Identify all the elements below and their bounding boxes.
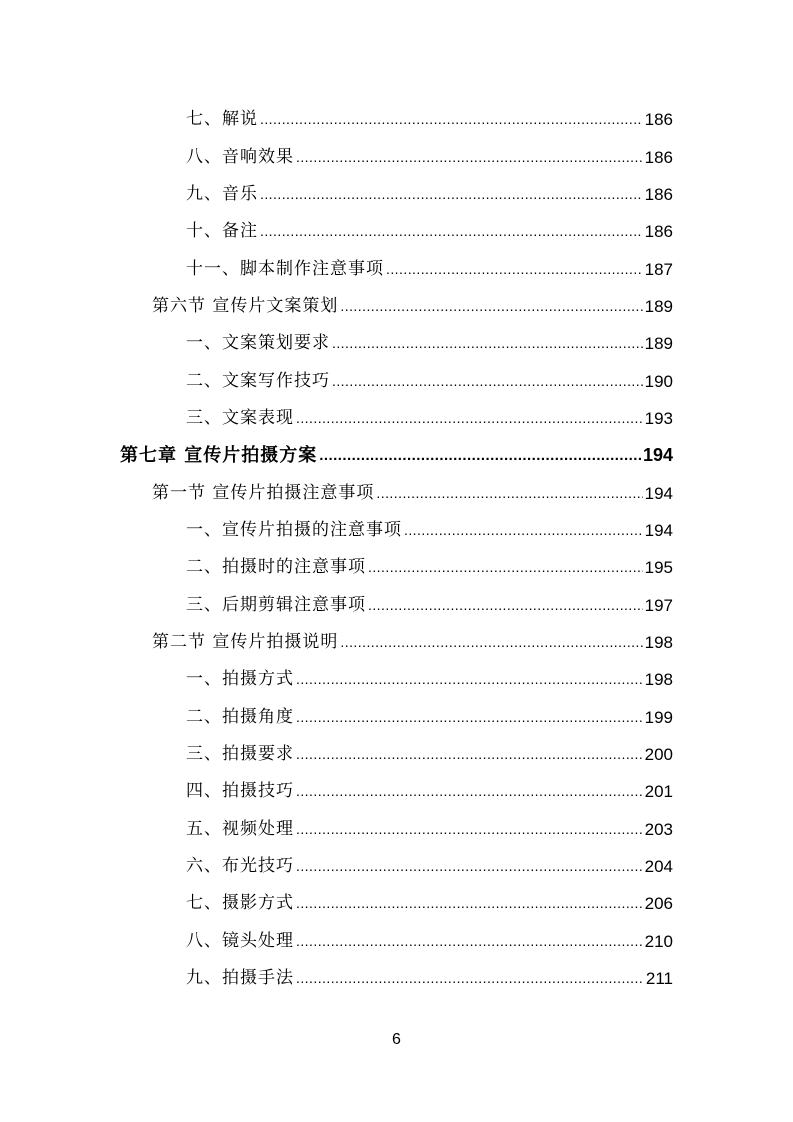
toc-entry-title: 一、文案策划要求 [186,333,330,354]
toc-dot-leader [296,885,643,922]
toc-subsection-entry[interactable] [0,101,793,138]
toc-entry-page-number: 186 [644,222,673,242]
toc-entry-title: 九、拍摄手法 [186,968,294,989]
toc-entry-title: 六、布光技巧 [186,856,294,877]
toc-entry-title: 二、拍摄角度 [186,706,294,727]
toc-subsection-entry[interactable] [0,400,793,437]
toc-entry-title: 三、文案表现 [186,407,294,428]
toc-entry-title: 第六节 宣传片文案策划 [152,295,339,316]
toc-entry-title: 第一节 宣传片拍摄注意事项 [152,482,375,503]
toc-dot-leader [296,773,643,810]
toc-entry-page-number: 186 [644,147,673,167]
toc-subsection-entry[interactable] [0,960,793,997]
toc-subsection-entry[interactable] [0,176,793,213]
toc-dot-leader [296,811,643,848]
toc-section-entry[interactable] [0,474,793,511]
table-of-contents [0,101,793,997]
toc-entry-title: 第二节 宣传片拍摄说明 [152,631,339,652]
toc-dot-leader [376,475,642,512]
toc-dot-leader [340,288,642,325]
toc-dot-leader [260,101,643,138]
toc-section-entry[interactable] [0,624,793,661]
toc-dot-leader [386,251,643,288]
toc-dot-leader [296,736,643,773]
toc-dot-leader [404,512,643,549]
toc-entry-title: 一、宣传片拍摄的注意事项 [186,519,402,540]
toc-subsection-entry[interactable] [0,213,793,250]
toc-entry-title: 二、拍摄时的注意事项 [186,557,366,578]
toc-entry-page-number: 203 [644,819,673,839]
toc-dot-leader [260,213,643,250]
toc-entry-page-number: 201 [644,782,673,802]
toc-entry-title: 十一、脚本制作注意事项 [186,258,384,279]
toc-subsection-entry[interactable] [0,811,793,848]
toc-subsection-entry[interactable] [0,138,793,175]
toc-entry-title: 四、拍摄技巧 [186,781,294,802]
toc-entry-page-number: 206 [644,894,673,914]
toc-dot-leader [340,624,642,661]
toc-dot-leader [332,363,643,400]
toc-entry-title: 七、摄影方式 [186,893,294,914]
toc-subsection-entry[interactable] [0,549,793,586]
toc-subsection-entry[interactable] [0,885,793,922]
toc-dot-leader [332,325,643,362]
toc-subsection-entry[interactable] [0,736,793,773]
toc-entry-title: 九、音乐 [186,183,258,204]
toc-subsection-entry[interactable] [0,512,793,549]
toc-entry-page-number: 204 [644,857,673,877]
toc-entry-page-number: 200 [644,745,673,765]
toc-dot-leader [296,923,643,960]
toc-entry-title: 二、文案写作技巧 [186,370,330,391]
toc-entry-title: 十、备注 [186,221,258,242]
toc-entry-page-number: 197 [644,595,673,615]
toc-entry-page-number: 189 [644,334,673,354]
toc-section-entry[interactable] [0,288,793,325]
toc-entry-title: 三、后期剪辑注意事项 [186,594,366,615]
toc-entry-page-number: 194 [642,445,673,466]
toc-subsection-entry[interactable] [0,325,793,362]
toc-subsection-entry[interactable] [0,773,793,810]
toc-dot-leader [368,549,643,586]
toc-dot-leader [296,699,643,736]
toc-chapter-entry[interactable] [0,437,793,474]
toc-entry-title: 八、音响效果 [186,146,294,167]
toc-dot-leader [296,960,644,997]
toc-entry-page-number: 187 [644,259,673,279]
toc-dot-leader [260,176,643,213]
toc-entry-page-number: 189 [644,296,673,316]
toc-entry-page-number: 211 [645,969,673,989]
toc-subsection-entry[interactable] [0,661,793,698]
toc-entry-page-number: 198 [644,670,673,690]
toc-dot-leader [368,587,643,624]
toc-dot-leader [296,400,643,437]
toc-entry-page-number: 198 [644,632,673,652]
toc-entry-page-number: 210 [644,931,673,951]
toc-entry-title: 第七章 宣传片拍摄方案 [120,445,318,467]
toc-subsection-entry[interactable] [0,586,793,623]
toc-entry-title: 一、拍摄方式 [186,669,294,690]
toc-entry-title: 八、镜头处理 [186,930,294,951]
toc-entry-page-number: 199 [644,707,673,727]
toc-subsection-entry[interactable] [0,699,793,736]
toc-dot-leader [319,437,641,474]
toc-entry-page-number: 193 [644,408,673,428]
toc-dot-leader [296,661,643,698]
toc-entry-title: 七、解说 [186,109,258,130]
toc-entry-page-number: 186 [644,110,673,130]
toc-entry-title: 三、拍摄要求 [186,744,294,765]
toc-subsection-entry[interactable] [0,362,793,399]
toc-entry-page-number: 194 [644,483,673,503]
toc-entry-page-number: 195 [644,558,673,578]
toc-entry-page-number: 194 [644,520,673,540]
toc-subsection-entry[interactable] [0,923,793,960]
toc-entry-page-number: 186 [644,184,673,204]
toc-entry-title: 五、视频处理 [186,818,294,839]
toc-dot-leader [296,139,643,176]
toc-subsection-entry[interactable] [0,848,793,885]
toc-subsection-entry[interactable] [0,250,793,287]
toc-dot-leader [296,848,643,885]
page-number: 6 [392,1031,401,1048]
toc-entry-page-number: 190 [644,371,673,391]
